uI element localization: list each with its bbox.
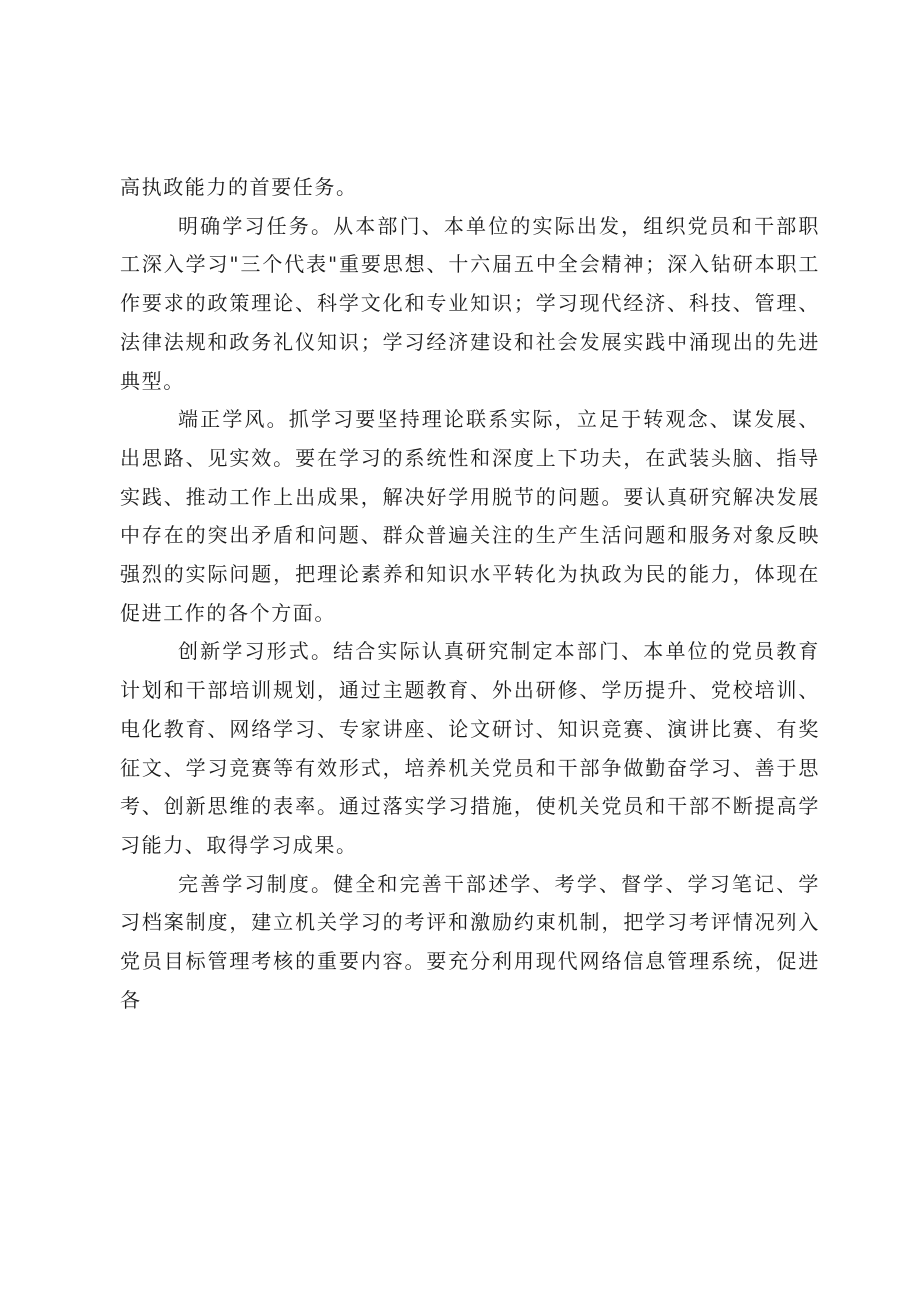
paragraph-study-system: 完善学习制度。健全和完善干部述学、考学、督学、学习笔记、学习档案制度，建立机关学习的考评和激励约束机制，把学习考评情况列入党员目标管理考核的重要内容。要充分利用现代网络信息管理系统，促进各 — [120, 871, 820, 1012]
paragraph-study-style: 端正学风。抓学习要坚持理论联系实际，立足于转观念、谋发展、出思路、见实效。要在学习的系统性和深度上下功夫，在武装头脑、指导实践、推动工作上出成果，解决好学用脱节的问题。要认真研究解决发展中存在的突出矛盾和问题、群众普遍关注的生产生活问题和服务对象反映强烈的实际问题，把理论素养和知识水平转化为执政为民的能力，体现在促进工作的各个方面。 — [120, 407, 820, 625]
paragraph-study-tasks: 明确学习任务。从本部门、本单位的实际出发，组织党员和干部职工深入学习"三个代表"重要思想、十六届五中全会精神；深入钻研本职工作要求的政策理论、科学文化和专业知识；学习现代经济、科技、管理、法律法规和政务礼仪知识；学习经济建设和社会发展实践中涌现出的先进典型。 — [120, 213, 820, 393]
paragraph-study-forms: 创新学习形式。结合实际认真研究制定本部门、本单位的党员教育计划和干部培训规划，通过主题教育、外出研修、学历提升、党校培训、电化教育、网络学习、专家讲座、论文研讨、知识竞赛、演讲比赛、有奖征文、学习竞赛等有效形式，培养机关党员和干部争做勤奋学习、善于思考、创新思维的表率。通过落实学习措施，使机关党员和干部不断提高学习能力、取得学习成果。 — [120, 639, 820, 857]
document-body — [120, 168, 820, 1019]
paragraph-continued: 高执政能力的首要任务。 — [120, 175, 358, 199]
